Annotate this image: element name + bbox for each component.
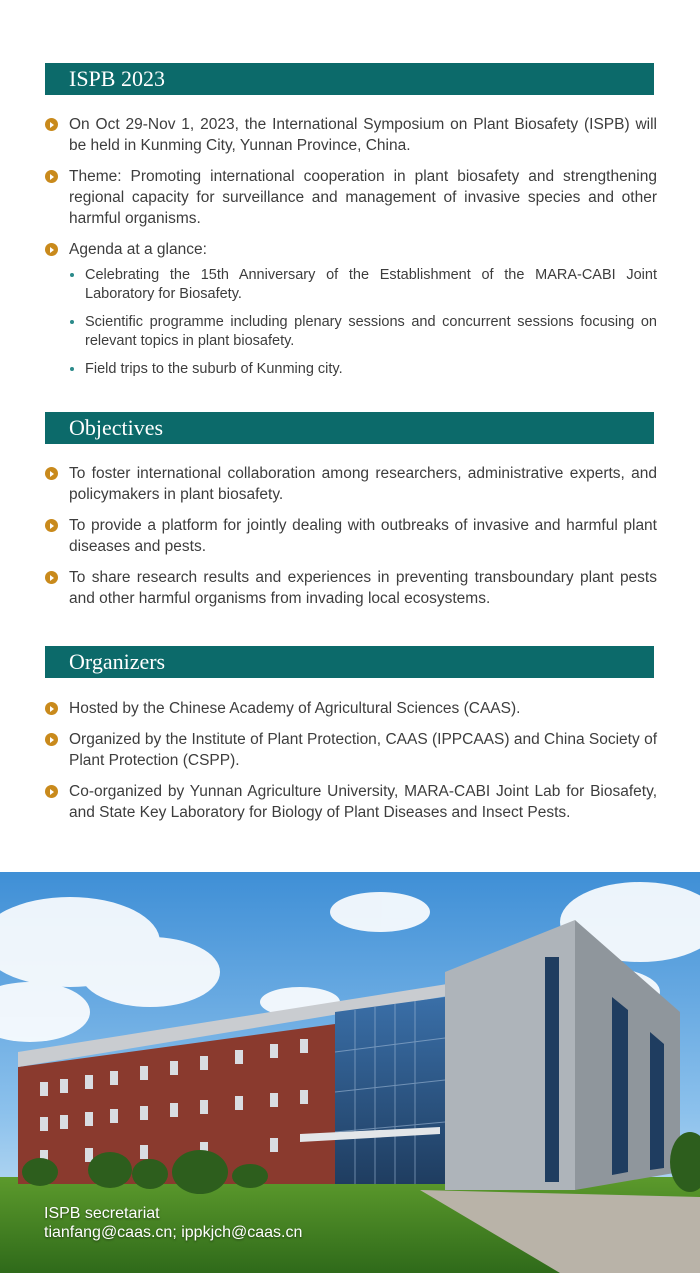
agenda-item: Field trips to the suburb of Kunming city. [69,360,657,379]
contact-block [44,1204,302,1242]
dot-icon [70,320,74,324]
contact-emails[interactable]: tianfang@caas.cn; ippkjch@caas.cn [44,1224,303,1241]
bullet-arrow-icon [45,118,58,131]
list-item: Agenda at a glance: Celebrating the 15th Anniversary of the Establishment of the MARA-CABI Joint Laboratory for Biosafety. Scientific programme including plenary sessions and concurrent sessions focusing on relevant topics in plant biosafety. Field trips to the suburb of Kunming city. [45,239,657,379]
section-title-organizers: Organizers [45,646,654,678]
bullet-arrow-icon [45,571,58,584]
dot-icon [70,273,74,277]
list-item: On Oct 29-Nov 1, 2023, the International Symposium on Plant Biosafety (ISPB) will be held in Kunming City, Yunnan Province, China. [45,114,657,156]
bullet-arrow-icon [45,467,58,480]
list-item: Organized by the Institute of Plant Protection, CAAS (IPPCAAS) and China Society of Plant Protection (CSPP). [45,729,657,771]
list-item: To foster international collaboration among researchers, administrative experts, and policymakers in plant biosafety. [45,463,657,505]
section-title-objectives: Objectives [45,412,654,444]
list-item: Hosted by the Chinese Academy of Agricultural Sciences (CAAS). [45,698,657,719]
section-title-ispb: ISPB 2023 [45,63,654,95]
objectives-list [45,463,657,609]
bullet-arrow-icon [45,702,58,715]
bullet-arrow-icon [45,785,58,798]
bullet-arrow-icon [45,243,58,256]
agenda-item: Scientific programme including plenary sessions and concurrent sessions focusing on relevant topics in plant biosafety. [69,313,657,351]
contact-label: ISPB secretariat [44,1205,160,1222]
bullet-arrow-icon [45,170,58,183]
list-item: Theme: Promoting international cooperation in plant biosafety and strengthening regional capacity for surveillance and management of invasive species and other harmful organisms. [45,166,657,229]
agenda-list [69,266,657,379]
ispb-list [45,114,657,388]
list-item: To provide a platform for jointly dealing with outbreaks of invasive and harmful plant diseases and pests. [45,515,657,557]
bullet-arrow-icon [45,519,58,532]
bullet-arrow-icon [45,733,58,746]
list-item: Co-organized by Yunnan Agriculture University, MARA-CABI Joint Lab for Biosafety, and State Key Laboratory for Biology of Plant Diseases and Insect Pests. [45,781,657,823]
dot-icon [70,367,74,371]
agenda-item: Celebrating the 15th Anniversary of the Establishment of the MARA-CABI Joint Laboratory for Biosafety. [69,266,657,304]
list-item: To share research results and experiences in preventing transboundary plant pests and other harmful organisms from invading local ecosystems. [45,567,657,609]
organizers-list [45,698,657,823]
